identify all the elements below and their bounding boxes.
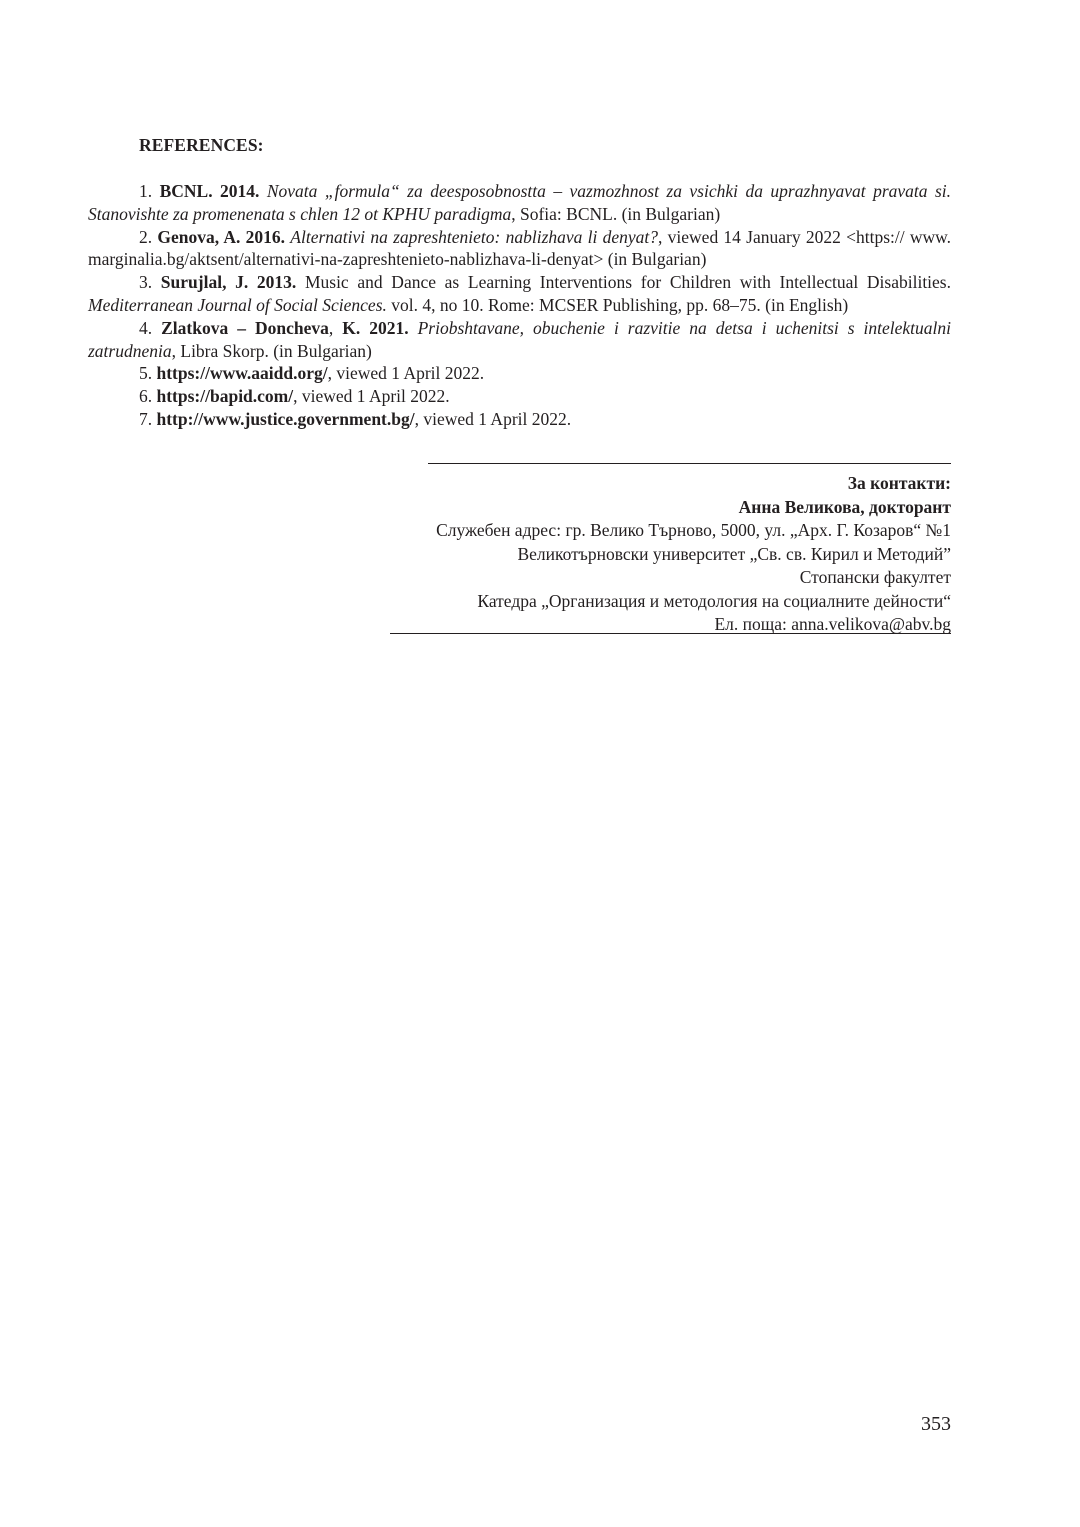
reference-number: 6. [139, 386, 157, 407]
reference-url: https://bapid.com/ [156, 386, 294, 407]
page-number: 353 [921, 1413, 951, 1435]
reference-details: , Sofia: BCNL. (in Bulgarian) [511, 203, 721, 224]
reference-author: Zlatkova – Doncheva [161, 317, 329, 338]
reference-details: , viewed 14 January 2022 <https:// www. marginalia.bg/aktsent/alternativi-na-zapreshtenieto-nablizhava-li-denyat> (in Bulgarian) [88, 226, 951, 270]
reference-number: 7. [139, 408, 157, 429]
reference-number: 4. [139, 317, 162, 338]
contact-university: Великотърновски университет „Св. св. Кирил и Методий” [517, 543, 951, 564]
reference-separator: , [328, 317, 343, 338]
reference-number: 5. [139, 363, 157, 384]
reference-details: , viewed 1 April 2022. [293, 386, 450, 407]
reference-details: , viewed 1 April 2022. [327, 363, 485, 384]
reference-item-6 [88, 385, 951, 408]
contact-department: Катедра „Организация и методология на социалните дейности“ [477, 590, 951, 611]
reference-title: Novata „formula“ za deesposobnostta – vazmozhnost za vsichki da uprazhnyavat pravata si. Stanovishte za promenenata s chlen 12 ot KPHU paradigma [88, 181, 952, 224]
reference-number: 3. [139, 272, 161, 293]
reference-details: vol. 4, no 10. Rome: MCSER Publishing, pp. 68–75. (in English) [386, 294, 849, 315]
reference-item-7 [88, 408, 951, 431]
reference-title: Alternativi na zapreshtenieto: nablizhava li denyat? [290, 226, 659, 247]
reference-author: Surujlal, J. 2013. [160, 272, 297, 293]
reference-number: 1. [139, 181, 160, 201]
contact-faculty: Стопански факултет [799, 567, 951, 587]
contact-name: Анна Великова, докторант [738, 496, 951, 517]
reference-url: http://www.justice.government.bg/ [156, 408, 415, 429]
contacts-bottom-divider [390, 633, 951, 634]
contacts-heading: За контакти: [847, 473, 951, 493]
reference-item-5 [88, 362, 951, 385]
reference-item-1 [88, 180, 951, 226]
reference-author: BCNL. 2014. [159, 181, 260, 201]
reference-item-4 [88, 317, 951, 363]
contact-email: Ел. поща: anna.velikova@abv.bg [714, 614, 951, 634]
reference-author: Genova, A. 2016. [157, 226, 286, 247]
reference-details: , Libra Skorp. (in Bulgarian) [171, 340, 372, 361]
references-heading: REFERENCES: [139, 135, 264, 155]
reference-title: Music and Dance as Learning Interventions for Children with Intellectual Disabilities. [304, 272, 951, 293]
contacts-block [351, 472, 951, 637]
reference-title: Priobshtavane, obuchenie i razvitie na detsa i uchenitsi s intelektualni zatrudnenia [88, 317, 952, 361]
reference-item-3 [88, 271, 951, 317]
reference-item-2 [88, 226, 951, 272]
contacts-top-divider [428, 463, 951, 464]
contact-address: Служебен адрес: гр. Велико Търново, 5000, ул. „Арх. Г. Козаров“ №1 [436, 520, 951, 540]
reference-url: https://www.aaidd.org/ [156, 363, 328, 384]
reference-details: , viewed 1 April 2022. [414, 408, 572, 429]
references-list [88, 180, 951, 431]
reference-author-initial: K. 2021. [342, 317, 409, 338]
reference-number: 2. [139, 226, 158, 247]
reference-journal: Mediterranean Journal of Social Sciences. [88, 294, 387, 315]
